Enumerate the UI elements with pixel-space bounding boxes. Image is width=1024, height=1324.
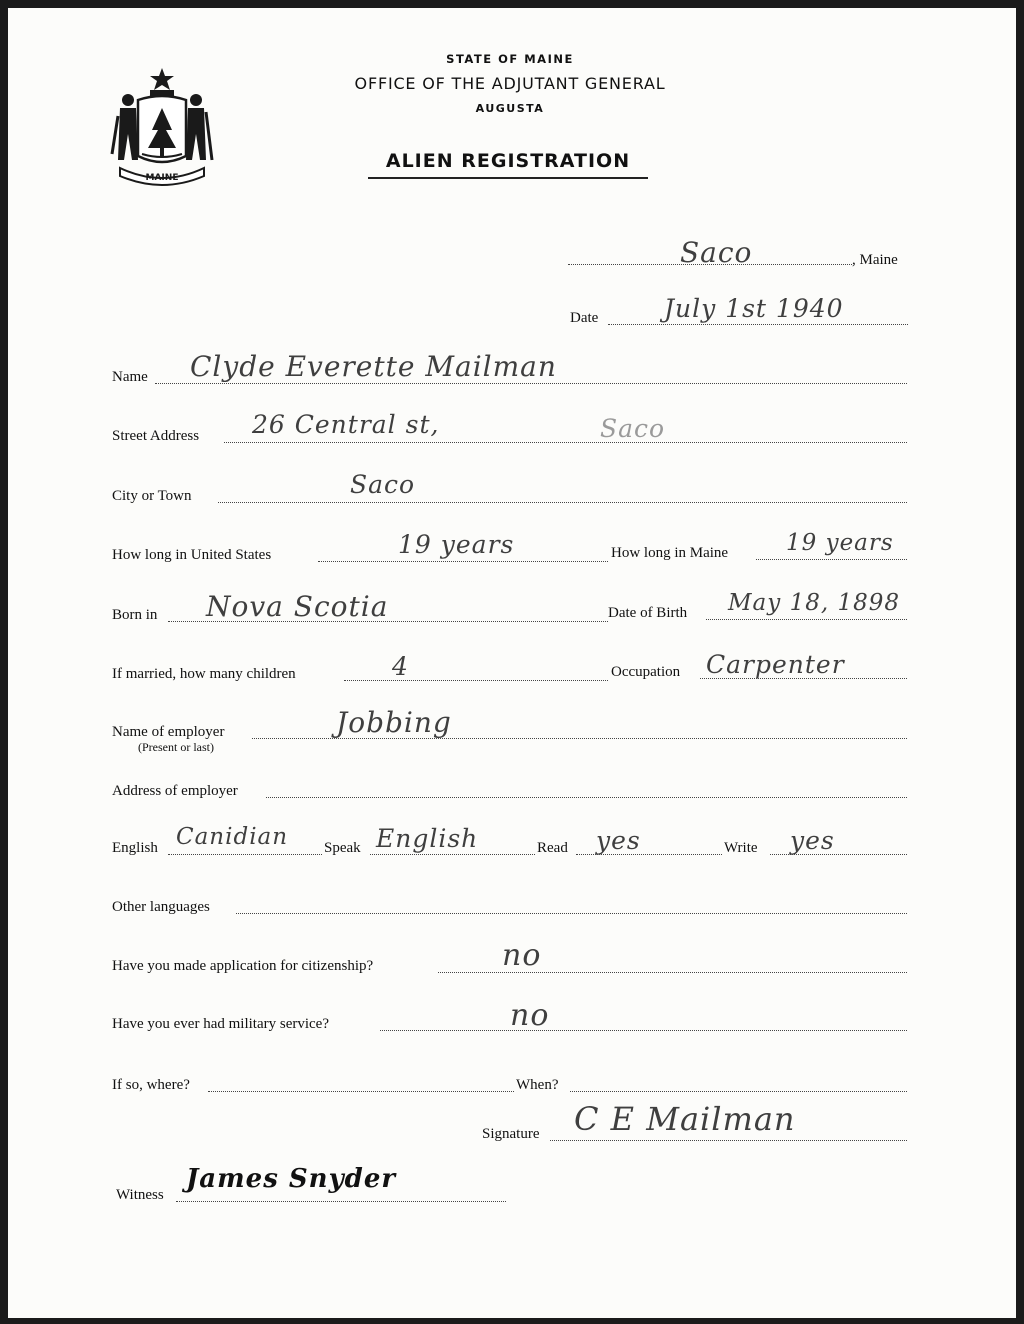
page-title: ALIEN REGISTRATION (385, 150, 631, 172)
city-line (218, 502, 907, 503)
street-address-value: 26 Central st, (252, 410, 440, 439)
military-line (380, 1030, 907, 1031)
date-of-birth-label: Date of Birth (608, 605, 688, 621)
date-value: July 1st 1940 (664, 294, 844, 323)
employer-label: Name of employer (112, 724, 225, 740)
how-long-us-label: How long in United States (112, 547, 272, 563)
scan-border-right (1016, 0, 1024, 1324)
children-label: If married, how many children (112, 666, 296, 682)
how-long-maine-line (756, 559, 907, 560)
city-label: City or Town (112, 488, 192, 504)
citizenship-value: no (502, 938, 542, 973)
children-value: 4 (392, 652, 409, 681)
read-value: yes (596, 826, 641, 855)
maine-state-seal (110, 64, 214, 190)
header-state: STATE OF MAINE (446, 52, 574, 66)
born-in-value: Nova Scotia (206, 590, 389, 623)
place-value: Saco (680, 236, 753, 269)
how-long-us-line (318, 561, 608, 562)
how-long-us-value: 19 years (398, 530, 515, 559)
header-city: AUGUSTA (475, 102, 545, 115)
scan-border-top (0, 0, 1024, 8)
children-line (344, 680, 608, 681)
date-line (608, 324, 908, 325)
place-suffix: , Maine (852, 252, 898, 268)
write-value: yes (790, 826, 835, 855)
military-label: Have you ever had military service? (112, 1016, 329, 1032)
military-value: no (510, 998, 550, 1033)
where-label: If so, where? (112, 1077, 190, 1093)
header-office: OFFICE OF THE ADJUTANT GENERAL (354, 74, 666, 93)
signature-line (550, 1140, 907, 1141)
english-label: English (112, 840, 158, 856)
other-languages-line (236, 913, 907, 914)
where-line (208, 1091, 514, 1092)
how-long-maine-value: 19 years (786, 530, 894, 556)
name-line (155, 383, 907, 384)
witness-label: Witness (116, 1187, 164, 1203)
signature-label: Signature (482, 1126, 540, 1142)
employer-sublabel: (Present or last) (138, 740, 214, 754)
born-in-label: Born in (112, 607, 158, 623)
name-value: Clyde Everette Mailman (190, 350, 557, 383)
seal-banner-text: MAINE (145, 173, 179, 183)
when-line (570, 1091, 907, 1092)
how-long-maine-label: How long in Maine (611, 545, 729, 561)
date-of-birth-value: May 18, 1898 (728, 590, 900, 616)
speak-label: Speak (324, 840, 361, 856)
speak-line (370, 854, 535, 855)
scan-border-bottom (0, 1318, 1024, 1324)
employer-address-label: Address of employer (112, 783, 238, 799)
scan-border-left (0, 0, 8, 1324)
read-label: Read (537, 840, 568, 856)
title-underline (368, 177, 648, 179)
signature-value: C E Mailman (574, 1100, 796, 1138)
employer-address-line (266, 797, 907, 798)
date-of-birth-line (706, 619, 907, 620)
occupation-label: Occupation (611, 664, 681, 680)
speak-value: English (376, 824, 479, 853)
witness-line (176, 1201, 506, 1202)
name-label: Name (112, 369, 148, 385)
street-address-town-value: Saco (600, 414, 666, 443)
witness-signature-value: James Snyder (186, 1164, 397, 1194)
english-line (168, 854, 322, 855)
write-label: Write (724, 840, 758, 856)
employer-value: Jobbing (336, 706, 452, 739)
date-label: Date (570, 310, 599, 326)
english-value: Canidian (176, 824, 289, 850)
occupation-value: Carpenter (706, 650, 845, 679)
city-value: Saco (350, 470, 416, 499)
citizenship-label: Have you made application for citizenship? (112, 958, 374, 974)
other-languages-label: Other languages (112, 899, 210, 915)
street-address-label: Street Address (112, 428, 200, 444)
when-label: When? (516, 1077, 559, 1093)
street-address-line (224, 442, 907, 443)
